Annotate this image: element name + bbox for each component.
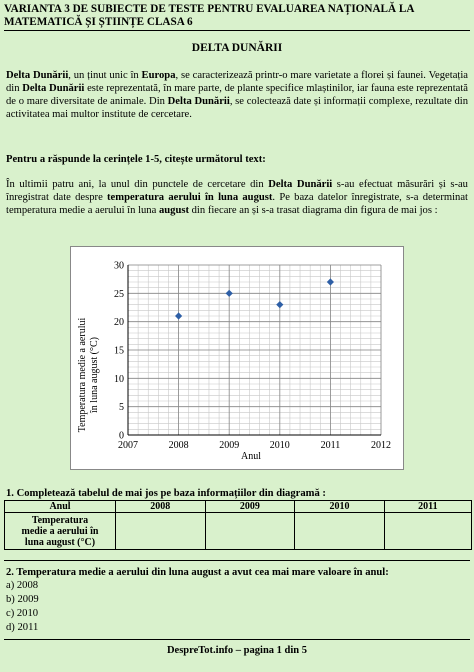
data-point-marker: [175, 312, 182, 319]
table-header-cell: 2008: [116, 501, 206, 513]
answer-table: [4, 500, 472, 550]
data-point-marker: [226, 290, 233, 297]
y-tick-label: 30: [114, 260, 124, 272]
row-label-line: medie a aerului în: [21, 525, 99, 537]
y-tick-labels: [114, 261, 124, 442]
body-text: În ultimii patru ani, la unul din punctele de cercetare din: [6, 179, 269, 190]
x-tick-label: 2012: [371, 440, 391, 451]
answer-cell-2009[interactable]: [205, 513, 295, 550]
y-tick-label: 10: [114, 373, 124, 385]
instruction: Pentru a răspunde la cerințele 1-5, citește următorul text:: [6, 154, 266, 165]
answer-cell-2011[interactable]: [384, 513, 471, 550]
intro-bold: Delta Dunării: [22, 83, 85, 94]
table-header-cell: 2010: [295, 501, 385, 513]
body-bold: august: [158, 205, 189, 216]
intro-text: , un ținut unic în: [68, 70, 142, 81]
data-point-marker: [276, 301, 283, 308]
table-header-cell: 2009: [205, 501, 295, 513]
x-tick-labels: [118, 440, 391, 451]
y-axis-label: în luna august (°C): [89, 337, 100, 413]
row-label-line: luna august (°C): [24, 536, 96, 548]
intro-bold: Europa: [141, 70, 176, 81]
option-b[interactable]: b) 2009: [6, 594, 39, 605]
question-1: 1. Completează tabelul de mai jos pe baza informațiilor din diagramă :: [6, 488, 326, 499]
x-tick-label: 2011: [320, 440, 341, 451]
y-tick-label: 15: [114, 345, 124, 357]
footer-divider: [4, 639, 470, 640]
y-tick-label: 5: [119, 402, 124, 414]
scatter-chart: [71, 247, 403, 469]
x-tick-label: 2010: [269, 440, 290, 451]
option-d[interactable]: d) 2011: [6, 622, 39, 633]
body-paragraph: [6, 178, 468, 217]
header-divider: [4, 30, 470, 31]
body-text: s-au efectuat măsurări și s-au înregistrat date despre: [6, 179, 468, 203]
document-header: VARIANTA 3 DE SUBIECTE DE TESTE PENTRU EVALUAREA NAȚIONALĂ LA MATEMATICĂ ȘI ȘTIINȚE CLASA 6: [4, 3, 414, 28]
body-bold: Delta Dunării: [268, 179, 333, 190]
option-a[interactable]: a) 2008: [6, 580, 39, 591]
intro-text: , se colectează date și informații complexe, rezultate din activitatea mai multor institute de cercetare.: [6, 96, 468, 120]
y-axis-label: Temperatura medie a aerului: [77, 317, 88, 433]
table-row-label: [5, 513, 116, 550]
section-title: DELTA DUNĂRII: [191, 42, 283, 54]
y-tick-label: 20: [114, 317, 124, 329]
intro-text: este reprezentată, în mare parte, de plante specifice mlaștinilor, iar fauna este reprezentată de o mare diversitate de animale. Din: [6, 83, 469, 107]
x-tick-label: 2008: [168, 440, 189, 451]
option-c[interactable]: c) 2010: [6, 608, 39, 619]
page-footer: DespreTot.info – pagina 1 din 5: [166, 645, 308, 656]
body-text: . Pe baza datelor înregistrate, s-a determinat temperatura medie a aerului în luna: [6, 192, 468, 216]
y-tick-label: 0: [119, 430, 124, 442]
section-divider: [4, 560, 470, 561]
table-header-cell: 2011: [384, 501, 471, 513]
data-point-marker: [327, 278, 334, 285]
body-text: din fiecare an și s-a trasat diagrama din figura de mai jos :: [188, 205, 438, 216]
x-axis-label: Anul: [241, 451, 261, 462]
body-bold: temperatura aerului în luna august: [107, 192, 273, 203]
answer-cell-2010[interactable]: [295, 513, 385, 550]
answer-cell-2008[interactable]: [116, 513, 206, 550]
x-tick-label: 2007: [118, 440, 138, 451]
row-label-line: Temperatura: [31, 514, 89, 526]
chart-grid: [128, 265, 381, 435]
intro-bold: Delta Dunării: [6, 70, 69, 81]
x-tick-label: 2009: [219, 440, 240, 451]
chart-container: [70, 246, 404, 470]
y-tick-label: 25: [114, 288, 124, 300]
question-2: 2. Temperatura medie a aerului din luna august a avut cea mai mare valoare în anul:: [6, 567, 389, 578]
intro-text: , se caracterizează printr-o mare varietate a florei și faunei. Vegetația din: [6, 70, 468, 94]
intro-bold: Delta Dunării: [167, 96, 230, 107]
table-header-year: Anul: [5, 501, 116, 513]
intro-paragraph: [6, 69, 468, 121]
